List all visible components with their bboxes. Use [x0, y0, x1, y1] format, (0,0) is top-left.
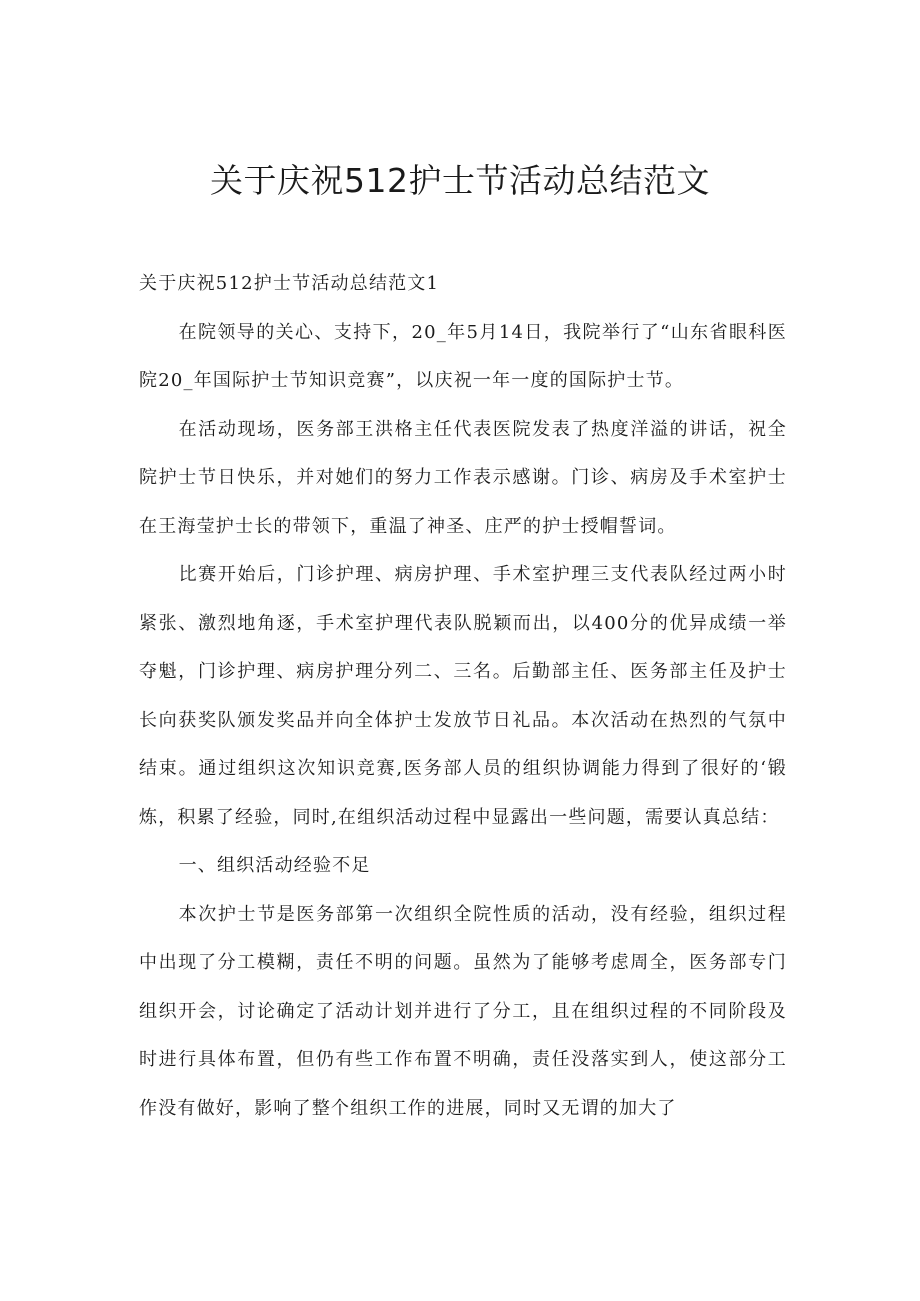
paragraph-event-scene: 在活动现场，医务部王洪格主任代表医院发表了热度洋溢的讲话，祝全院护士节日快乐，并对她们的努力工作表示感谢。门诊、病房及手术室护士在王海莹护士长的带领下，重温了神圣、庄严的护士授帽誓词。 — [139, 418, 787, 537]
section-subtitle: 关于庆祝512护士节活动总结范文1 — [139, 273, 440, 294]
document-body — [139, 260, 787, 1133]
paragraph-experience: 本次护士节是医务部第一次组织全院性质的活动，没有经验，组织过程中出现了分工模糊，责任不明的问题。虽然为了能够考虑周全，医务部专门组织开会，讨论确定了活动计划并进行了分工，且在组织过程的不同阶段及时进行具体布置，但仍有些工作布置不明确，责任没落实到人，使这部分工作没有做好，影响了整个组织工作的进展，同时又无谓的加大了 — [139, 903, 787, 1119]
section-heading-1: 一、组织活动经验不足 — [178, 855, 371, 876]
paragraph-intro: 在院领导的关心、支持下，20_年5月14日，我院举行了“山东省眼科医院20_年国际护士节知识竞赛”，以庆祝一年一度的国际护士节。 — [139, 321, 787, 391]
paragraph-competition: 比赛开始后，门诊护理、病房护理、手术室护理三支代表队经过两小时紧张、激烈地角逐，手术室护理代表队脱颖而出，以400分的优异成绩一举夺魁，门诊护理、病房护理分列二、三名。后勤部主任、医务部主任及护士长向获奖队颁发奖品并向全体护士发放节日礼品。本次活动在热烈的气氛中结束。通过组织这次知识竞赛,医务部人员的组织协调能力得到了很好的‘锻炼，积累了经验，同时,在组织活动过程中显露出一些问题，需要认真总结： — [139, 564, 787, 828]
document-title: 关于庆祝512护士节活动总结范文 — [210, 161, 710, 200]
